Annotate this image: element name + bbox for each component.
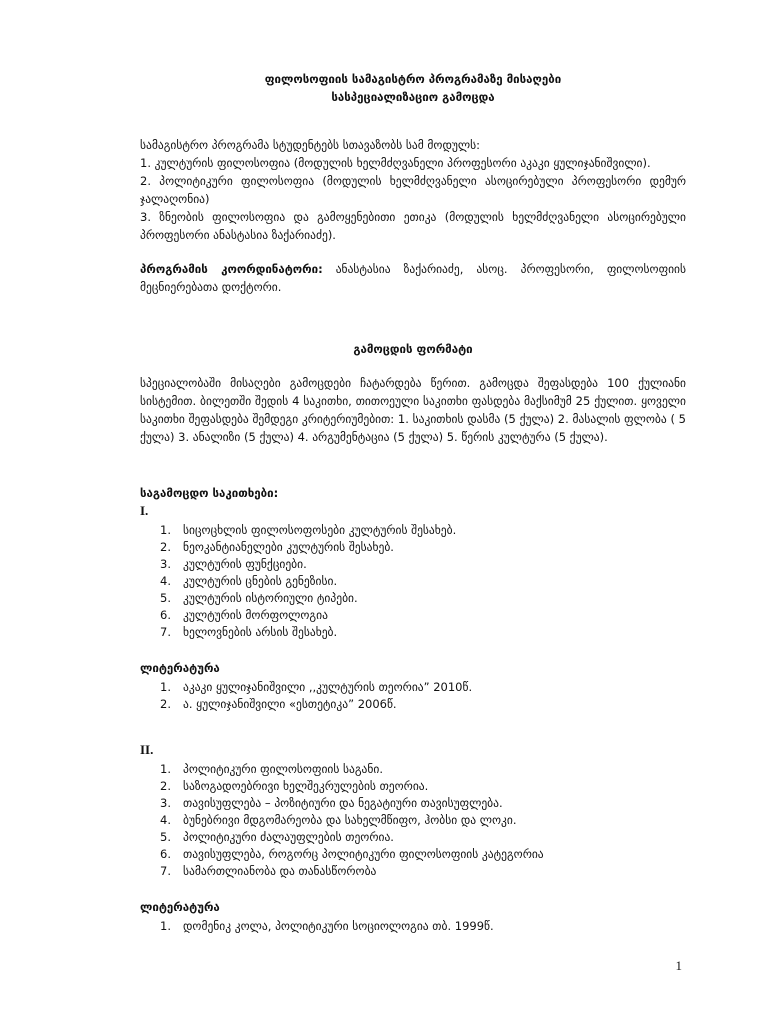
list-text: ა. ყულიჯანიშვილი «ესთეტიკა” 2006წ. bbox=[183, 697, 397, 711]
format-paragraph: სპეციალობაში მისაღები გამოცდები ჩატარდება წერით. გამოცდა შეფასდება 100 ქულიანი სისტემით. ბილეთში შედის 4 საკითხი, თითოეული საკითხი ფასდება მაქსიმუმ 25 ქულით. ყოველი საკითხი შეფასდება შემდეგი კრიტერიუმებით: 1. საკითხის დასმა (5 ქულა) 2. მასალის ფლობა ( 5 ქულა) 3. ანალიზი (5 ქულა) 4. არგუმენტაცია (5 ქულა) 5. წერის კულტურა (5 ქულა). bbox=[140, 376, 686, 444]
topics-heading: საგამოცდო საკითხები: bbox=[140, 486, 279, 500]
document-body bbox=[140, 70, 686, 935]
list-item bbox=[140, 795, 686, 812]
document-title-line1: ფილოსოფიის სამაგისტრო პროგრამაზე მისაღები bbox=[264, 72, 562, 86]
format-heading: გამოცდის ფორმატი bbox=[353, 342, 473, 356]
list-item bbox=[140, 812, 686, 829]
list-number: 2. bbox=[160, 779, 171, 793]
list-number: 6. bbox=[160, 608, 171, 622]
list-item bbox=[140, 624, 686, 641]
coordinator-label: პროგრამის კოორდინატორი: bbox=[140, 262, 323, 276]
list-item bbox=[140, 778, 686, 795]
list-text: თავისუფლება, როგორც პოლიტიკური ფილოსოფიის კატეგორია bbox=[183, 847, 544, 861]
list-item bbox=[140, 863, 686, 880]
list-text: საზოგადოებრივი ხელშეკრულების თეორია. bbox=[183, 779, 429, 793]
module-item: 2. პოლიტიკური ფილოსოფია (მოდულის ხელმძღვანელი ასოცირებული პროფესორი დემურ ჯალაღონია) bbox=[140, 174, 686, 206]
list-item bbox=[140, 918, 686, 935]
list-text: კულტურის ცნების გენეზისი. bbox=[183, 574, 338, 588]
list-number: 1. bbox=[160, 762, 171, 776]
list-number: 7. bbox=[160, 625, 171, 639]
list-text: თავისუფლება – პოზიტიური და ნეგატიური თავისუფლება. bbox=[183, 796, 503, 810]
list-number: 4. bbox=[160, 813, 171, 827]
list-number: 6. bbox=[160, 847, 171, 861]
list-text: ნეოკანტიანელები კულტურის შესახებ. bbox=[183, 540, 394, 554]
topics-list-2 bbox=[140, 761, 686, 880]
section-roman-1: I. bbox=[140, 503, 149, 518]
list-number: 2. bbox=[160, 540, 171, 554]
intro-section bbox=[140, 136, 686, 244]
list-number: 4. bbox=[160, 574, 171, 588]
list-item bbox=[140, 556, 686, 573]
list-text: სიცოცხლის ფილოსოფოსები კულტურის შესახებ. bbox=[183, 523, 457, 537]
module-item: 1. კულტურის ფილოსოფია (მოდულის ხელმძღვანელი პროფესორი აკაკი ყულიჯანიშვილი). bbox=[140, 156, 651, 170]
coordinator-text: ანასტასია ზაქარიაძე, ასოც. პროფესორი, ფილოსოფიის მეცნიერებათა დოქტორი. bbox=[140, 262, 686, 294]
list-number: 7. bbox=[160, 864, 171, 878]
list-number: 3. bbox=[160, 557, 171, 571]
topics-list-1 bbox=[140, 522, 686, 641]
page-number: 1 bbox=[675, 958, 682, 973]
list-item bbox=[140, 590, 686, 607]
section-roman-2: II. bbox=[140, 742, 154, 757]
list-text: კულტურის ფუნქციები. bbox=[183, 557, 307, 571]
list-item bbox=[140, 829, 686, 846]
literature-heading-2: ლიტერატურა bbox=[140, 900, 220, 914]
coordinator-paragraph bbox=[140, 260, 686, 296]
literature-list-1 bbox=[140, 679, 686, 713]
list-text: პოლიტიკური ძალაუფლების თეორია. bbox=[183, 830, 394, 844]
list-text: პოლიტიკური ფილოსოფიის საგანი. bbox=[183, 762, 384, 776]
list-number: 1. bbox=[160, 523, 171, 537]
list-text: ბუნებრივი მდგომარეობა და სახელმწიფო, ჰობსი და ლოკი. bbox=[183, 813, 517, 827]
list-number: 1. bbox=[160, 680, 171, 694]
list-number: 5. bbox=[160, 591, 171, 605]
list-item bbox=[140, 522, 686, 539]
literature-list-2 bbox=[140, 918, 686, 935]
list-text: დომენიკ კოლა, პოლიტიკური სოციოლოგია თბ. 1999წ. bbox=[183, 919, 494, 933]
list-text: ხელოვნების არსის შესახებ. bbox=[183, 625, 338, 639]
list-text: კულტურის ისტორიული ტიპები. bbox=[183, 591, 358, 605]
list-item bbox=[140, 607, 686, 624]
list-text: კულტურის მორფოლოგია bbox=[183, 608, 328, 622]
list-item bbox=[140, 539, 686, 556]
literature-heading-1: ლიტერატურა bbox=[140, 661, 220, 675]
list-item bbox=[140, 573, 686, 590]
intro-lead: სამაგისტრო პროგრამა სტუდენტებს სთავაზობს სამ მოდულს: bbox=[140, 138, 481, 152]
list-number: 2. bbox=[160, 697, 171, 711]
document-title-line2: სასპეციალიზაციო გამოცდა bbox=[331, 90, 495, 104]
list-number: 5. bbox=[160, 830, 171, 844]
list-text: სამართლიანობა და თანასწორობა bbox=[183, 864, 377, 878]
list-item bbox=[140, 679, 686, 696]
list-item bbox=[140, 696, 686, 713]
list-item bbox=[140, 761, 686, 778]
module-item: 3. ზნეობის ფილოსოფია და გამოყენებითი ეთიკა (მოდულის ხელმძღვანელი ასოცირებული პროფესორი ანასტასია ზაქარიაძე). bbox=[140, 210, 686, 242]
list-text: აკაკი ყულიჯანიშვილი ,,კულტურის თეორია” 2010წ. bbox=[183, 680, 473, 694]
list-number: 1. bbox=[160, 919, 171, 933]
list-item bbox=[140, 846, 686, 863]
list-number: 3. bbox=[160, 796, 171, 810]
